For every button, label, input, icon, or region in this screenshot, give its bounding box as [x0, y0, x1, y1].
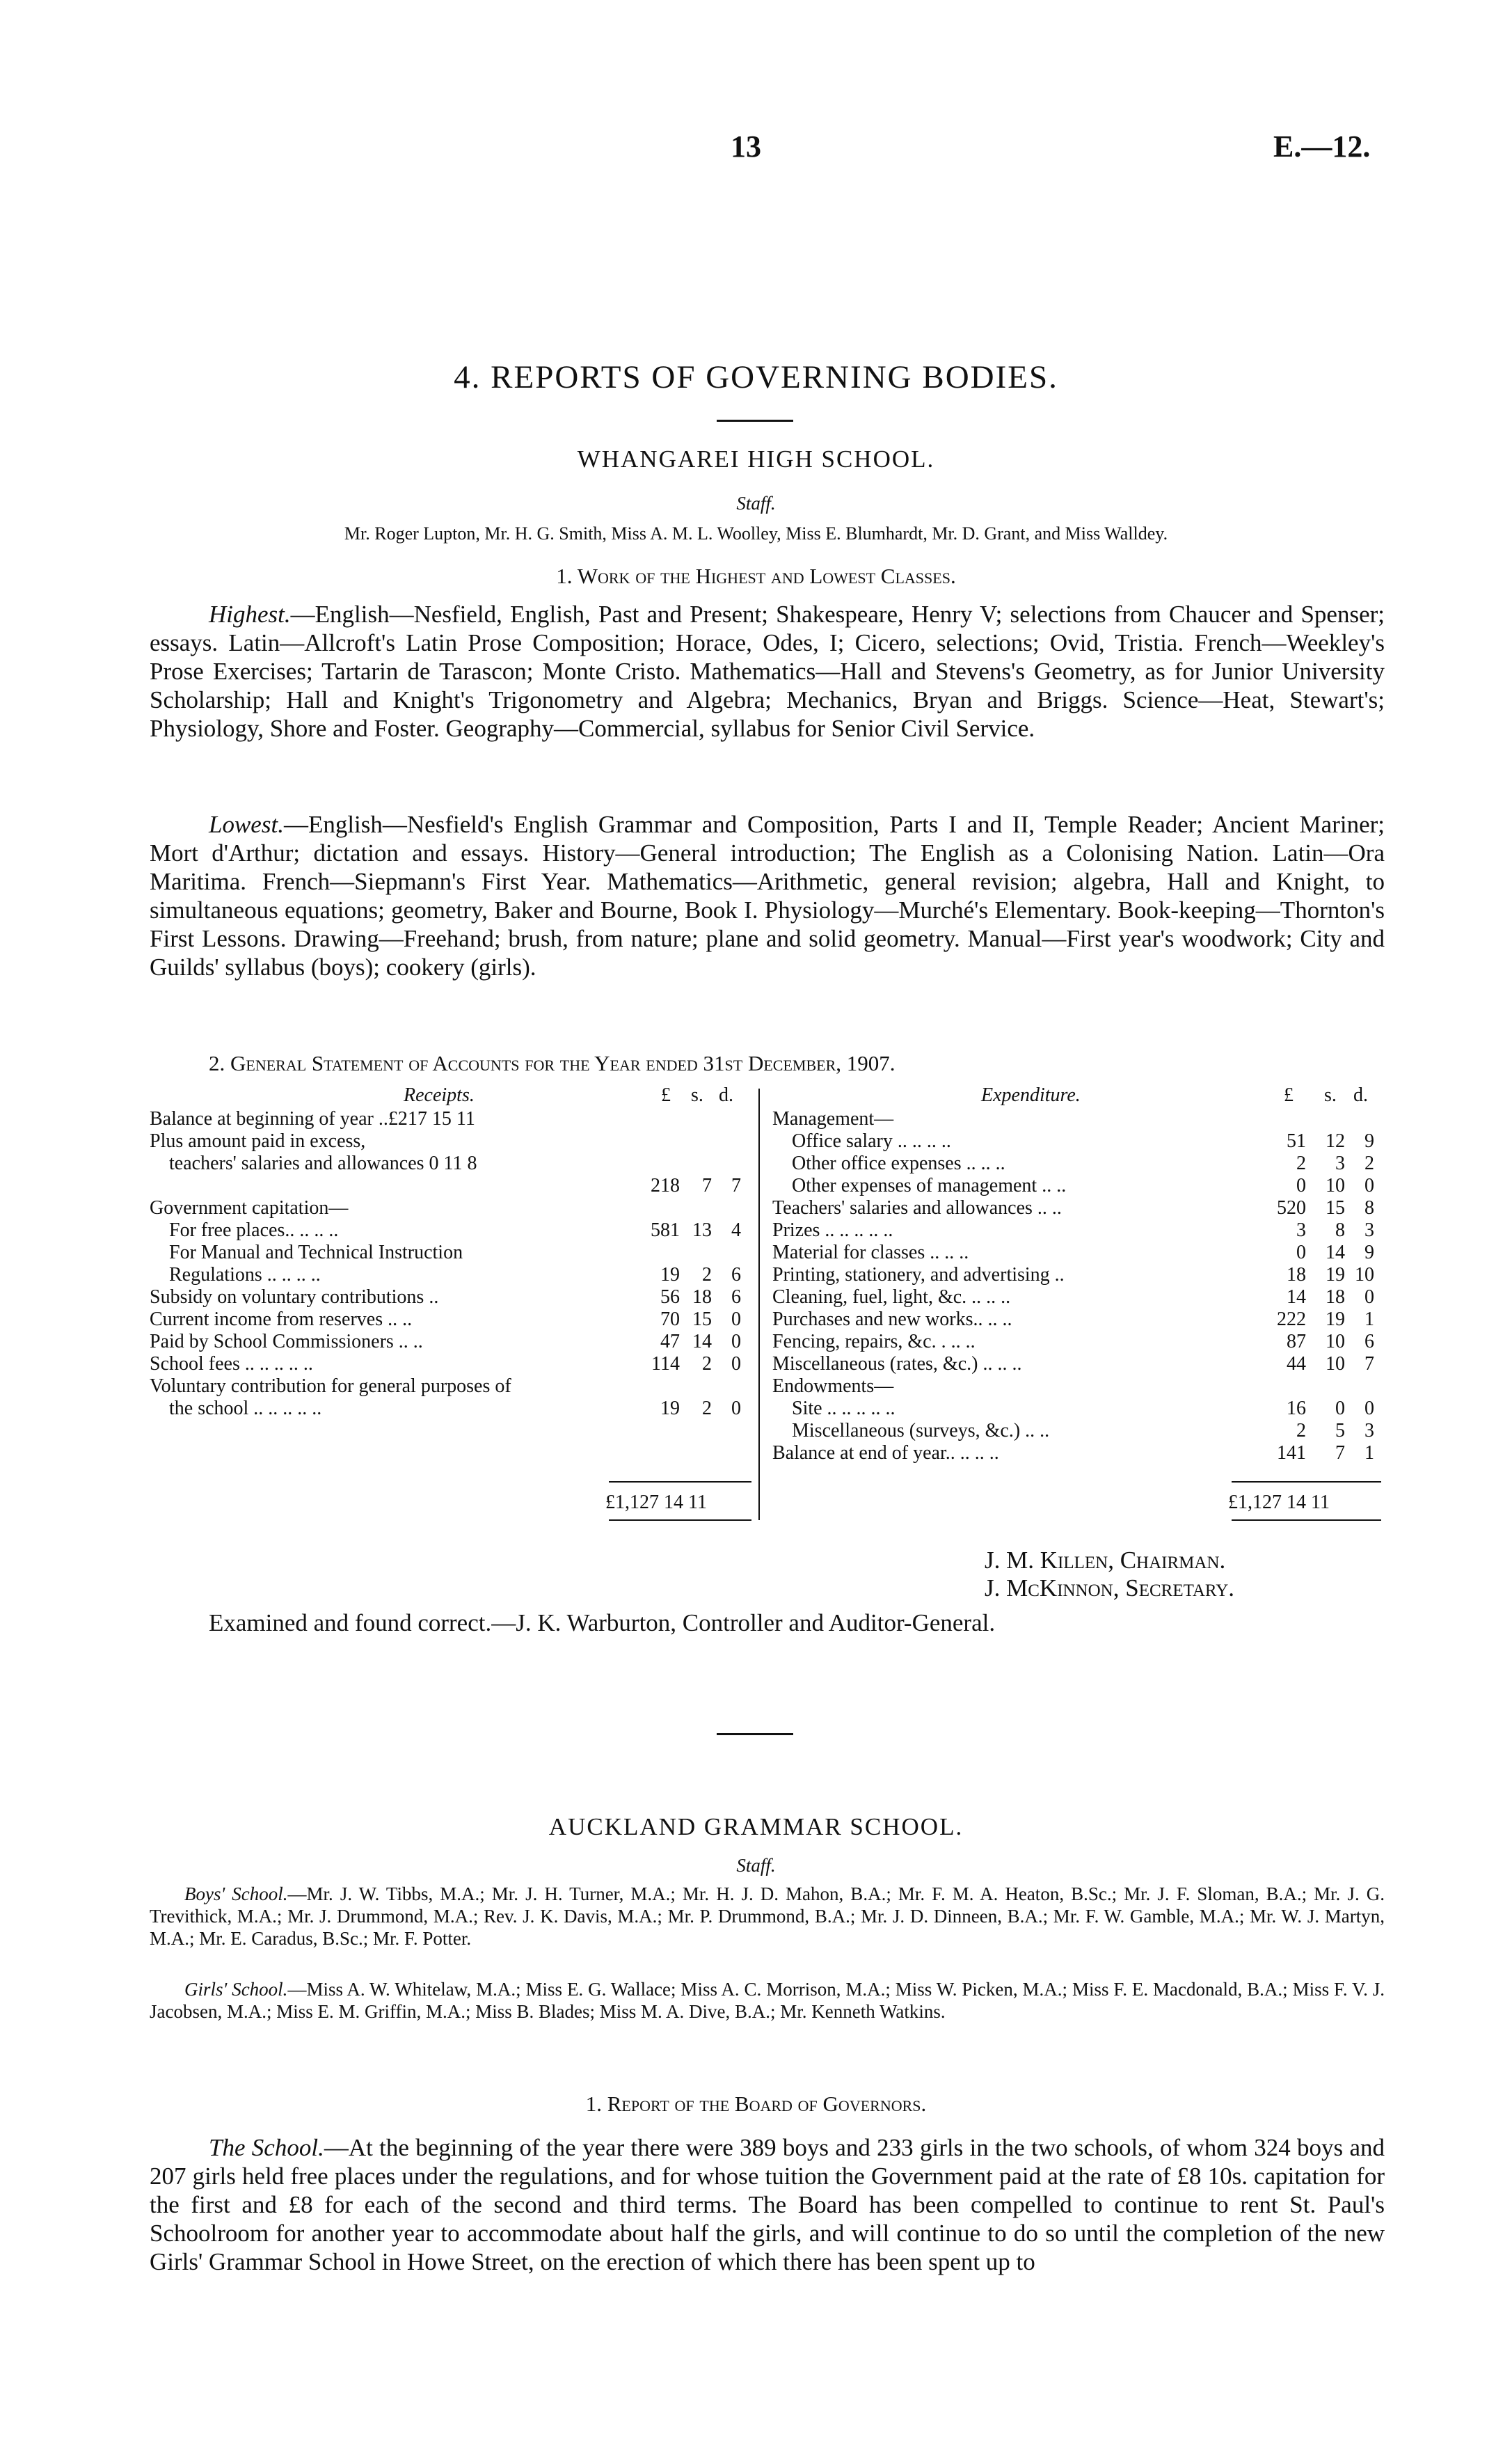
- receipts-row-label: For Manual and Technical Instruction: [169, 1242, 463, 1263]
- receipts-row-label: Voluntary contribution for general purposes of: [150, 1375, 511, 1397]
- boys-staff-paragraph: [150, 1883, 1385, 1950]
- receipts-row-label: For free places.. .. .. ..: [169, 1219, 339, 1241]
- expenditure-col-pence: d.: [1353, 1084, 1368, 1106]
- receipts-col-pounds: £: [661, 1084, 671, 1106]
- expenditure-row-pounds: 222: [1277, 1309, 1306, 1330]
- receipts-row-pounds: 114: [651, 1353, 680, 1375]
- receipts-row-pence: 6: [731, 1264, 741, 1286]
- work-heading: 1. Work of the Highest and Lowest Classes.: [556, 564, 956, 588]
- receipts-row-label: Subsidy on voluntary contributions ..: [150, 1286, 439, 1308]
- receipts-row-shillings: 15: [692, 1309, 712, 1330]
- school-text: —At the beginning of the year there were 389 boys and 233 girls in the two schools, of whom 324 boys and 207 girls held free places under the regulations, and for whose tuition the Government paid at the rate of £8 10s. capitation for the first and £8 for each of the second and third terms. The Board has been compelled to continue to rent St. Paul's Schoolroom for another year to accommodate about half the girls, and will continue to do so until the completion of the new Girls' Grammar School in Howe Street, on the erection of which there has been spent up to: [150, 2134, 1385, 2275]
- expenditure-row-shillings: 10: [1326, 1175, 1345, 1196]
- expenditure-row-shillings: 3: [1335, 1153, 1345, 1174]
- receipts-heading: Receipts.: [404, 1084, 475, 1106]
- receipts-row-shillings: 7: [702, 1175, 712, 1196]
- expenditure-row-pounds: 520: [1277, 1197, 1306, 1219]
- expenditure-row-pence: 6: [1364, 1331, 1374, 1352]
- expenditure-heading: Expenditure.: [981, 1084, 1081, 1106]
- expenditure-row-shillings: 19: [1326, 1309, 1345, 1330]
- expenditure-row-pence: 9: [1364, 1242, 1374, 1263]
- expenditure-row-label: Other expenses of management .. ..: [792, 1175, 1067, 1196]
- expenditure-row-label: Miscellaneous (rates, &c.) .. .. ..: [772, 1353, 1022, 1375]
- expenditure-row-shillings: 14: [1326, 1242, 1345, 1263]
- section-title: 4. REPORTS OF GOVERNING BODIES.: [454, 359, 1058, 395]
- girls-staff: —Miss A. W. Whitelaw, M.A.; Miss E. G. Wallace; Miss A. C. Morrison, M.A.; Miss W. Picken, M.A.; Miss F. E. Macdonald, B.A.; Miss F. V. J. Jacobsen, M.A.; Miss E. M. Griffin, M.A.; Miss B. Blades; Miss M. A. Dive, B.A.; Mr. Kenneth Watkins.: [150, 1979, 1385, 2022]
- receipts-row-shillings: 2: [702, 1353, 712, 1375]
- expenditure-row-shillings: 5: [1335, 1420, 1345, 1441]
- whangarei-staff-list: Mr. Roger Lupton, Mr. H. G. Smith, Miss A. M. L. Woolley, Miss E. Blumhardt, Mr. D. Grant, and Miss Walldey.: [344, 523, 1168, 544]
- expenditure-row-pence: 3: [1364, 1219, 1374, 1241]
- receipts-row-shillings: 2: [702, 1264, 712, 1286]
- expenditure-row-pence: 0: [1364, 1286, 1374, 1308]
- title-rule: [717, 420, 793, 422]
- expenditure-row-pounds: 14: [1287, 1286, 1306, 1308]
- receipts-row-label: teachers' salaries and allowances 0 11 8: [169, 1153, 477, 1174]
- receipts-row-label: School fees .. .. .. .. ..: [150, 1353, 313, 1375]
- receipts-row-pounds: 47: [660, 1331, 680, 1352]
- auckland-staff-heading: Staff.: [736, 1855, 776, 1876]
- receipts-row-label: Balance at beginning of year ..£217 15 11: [150, 1108, 475, 1130]
- lowest-label: Lowest.: [209, 811, 284, 838]
- boys-staff: —Mr. J. W. Tibbs, M.A.; Mr. J. H. Turner, M.A.; Mr. H. J. D. Mahon, B.A.; Mr. F. M. A. Heaton, B.Sc.; Mr. J. F. Sloman, B.A.; Mr. J. G. Trevithick, M.A.; Mr. J. Drummond, M.A.; Rev. J. K. Davis, M.A.; Mr. P. Drummond, B.A.; Mr. J. D. Dinneen, B.A.; Mr. F. W. Gamble, M.A.; Mr. W. J. Martyn, M.A.; Mr. E. Caradus, B.Sc.; Mr. F. Potter.: [150, 1883, 1385, 1949]
- expenditure-row-pence: 0: [1364, 1398, 1374, 1419]
- receipts-total: £1,127 14 11: [605, 1492, 707, 1513]
- lowest-paragraph: [150, 810, 1385, 981]
- expenditure-row-pence: 1: [1364, 1442, 1374, 1464]
- receipts-total-double-rule: [609, 1519, 751, 1521]
- expenditure-row-shillings: 7: [1335, 1442, 1345, 1464]
- separator-rule: [717, 1733, 793, 1735]
- expenditure-total: £1,127 14 11: [1228, 1492, 1330, 1513]
- receipts-row-pounds: 70: [660, 1309, 680, 1330]
- column-divider: [758, 1089, 760, 1520]
- expenditure-row-label: Office salary .. .. .. ..: [792, 1130, 951, 1152]
- expenditure-row-label: Prizes .. .. .. .. ..: [772, 1219, 893, 1241]
- receipts-col-pence: d.: [719, 1084, 733, 1106]
- girls-staff-paragraph: [150, 1978, 1385, 2023]
- expenditure-row-pounds: 51: [1287, 1130, 1306, 1152]
- expenditure-row-shillings: 15: [1326, 1197, 1345, 1219]
- school-label: The School.: [209, 2134, 324, 2161]
- receipts-row-pence: 0: [731, 1353, 741, 1375]
- expenditure-row-pence: 10: [1355, 1264, 1374, 1286]
- receipts-row-label: Regulations .. .. .. ..: [169, 1264, 321, 1286]
- expenditure-row-label: Endowments—: [772, 1375, 894, 1397]
- examined-statement: Examined and found correct.—J. K. Warburton, Controller and Auditor-General.: [209, 1609, 996, 1636]
- girls-label: Girls' School.: [184, 1979, 288, 2000]
- expenditure-row-pence: 7: [1364, 1353, 1374, 1375]
- expenditure-row-pence: 2: [1364, 1153, 1374, 1174]
- expenditure-row-label: Material for classes .. .. ..: [772, 1242, 969, 1263]
- highest-label: Highest.: [209, 601, 291, 628]
- expenditure-row-label: Other office expenses .. .. ..: [792, 1153, 1005, 1174]
- receipts-row-pounds: 56: [660, 1286, 680, 1308]
- expenditure-total-double-rule: [1232, 1519, 1381, 1521]
- expenditure-row-pounds: 141: [1277, 1442, 1306, 1464]
- accounts-heading-text: 2. General Statement of Accounts for the Year ended 31st December, 1907.: [209, 1051, 896, 1075]
- expenditure-col-shillings: s.: [1324, 1084, 1337, 1106]
- whangarei-title: WHANGAREI HIGH SCHOOL.: [577, 445, 935, 473]
- accounts-heading: [209, 1051, 1392, 1076]
- receipts-row-pounds: 19: [660, 1398, 680, 1419]
- expenditure-row-pounds: 0: [1296, 1175, 1306, 1196]
- boys-label: Boys' School.: [184, 1883, 288, 1904]
- expenditure-row-label: Site .. .. .. .. ..: [792, 1398, 896, 1419]
- highest-text: —English—Nesfield, English, Past and Present; Shakespeare, Henry V; selections from Chaucer and Spenser; essays. Latin—Allcroft's Latin Prose Composition; Horace, Odes, I; Cicero, selections; Ovid, Tristia. French—Weekley's Prose Exercises; Tartarin de Tarascon; Monte Cristo. Mathematics—Hall and Stevens's Geometry, as for Junior University Scholarship; Hall and Knight's Trigonometry and Algebra; Mechanics, Bryan and Briggs. Science—Heat, Stewart's; Physiology, Shore and Foster. Geography—Commercial, syllabus for Senior Civil Service.: [150, 601, 1385, 742]
- receipts-row-pence: 6: [731, 1286, 741, 1308]
- page-reference: E.—12.: [1273, 129, 1371, 164]
- expenditure-total-rule: [1232, 1481, 1381, 1483]
- receipts-col-shillings: s.: [691, 1084, 703, 1106]
- expenditure-row-label: Cleaning, fuel, light, &c. .. .. ..: [772, 1286, 1011, 1308]
- page-number: 13: [731, 129, 761, 164]
- receipts-row-label: Plus amount paid in excess,: [150, 1130, 366, 1152]
- receipts-total-rule: [609, 1481, 751, 1483]
- receipts-row-label: Paid by School Commissioners .. ..: [150, 1331, 423, 1352]
- whangarei-staff-heading: Staff.: [736, 493, 776, 514]
- expenditure-row-label: Fencing, repairs, &c. . .. ..: [772, 1331, 976, 1352]
- lowest-text: —English—Nesfield's English Grammar and Composition, Parts I and II, Temple Reader; Ancient Mariner; Mort d'Arthur; dictation and essays. History—General introduction; The English as a Colonising Nation. Latin—Ora Maritima. French—Siepmann's First Year. Mathematics—Arithmetic, general revision; algebra, Hall and Knight, to simultaneous equations; geometry, Baker and Bourne, Book I. Physiology—Murché's Elementary. Book-keeping—Thornton's First Lessons. Drawing—Freehand; brush, from nature; plane and solid geometry. Manual—First year's woodwork; City and Guilds' syllabus (boys); cookery (girls).: [150, 811, 1385, 981]
- secretary-signature: J. McKinnon, Secretary.: [985, 1574, 1235, 1602]
- highest-paragraph: [150, 600, 1385, 743]
- expenditure-row-shillings: 19: [1326, 1264, 1345, 1286]
- expenditure-row-pence: 0: [1364, 1175, 1374, 1196]
- expenditure-row-pence: 8: [1364, 1197, 1374, 1219]
- expenditure-row-pounds: 0: [1296, 1242, 1306, 1263]
- expenditure-row-shillings: 10: [1326, 1331, 1345, 1352]
- receipts-row-label: the school .. .. .. .. ..: [169, 1398, 322, 1419]
- receipts-row-shillings: 14: [692, 1331, 712, 1352]
- expenditure-row-label: Management—: [772, 1108, 894, 1130]
- expenditure-row-pounds: 2: [1296, 1420, 1306, 1441]
- report-heading: 1. Report of the Board of Governors.: [585, 2092, 927, 2116]
- receipts-row-pence: 4: [731, 1219, 741, 1241]
- receipts-row-pounds: 581: [651, 1219, 680, 1241]
- receipts-row-pounds: 218: [651, 1175, 680, 1196]
- receipts-row-shillings: 2: [702, 1398, 712, 1419]
- expenditure-row-pounds: 16: [1287, 1398, 1306, 1419]
- receipts-row-label: Current income from reserves .. ..: [150, 1309, 413, 1330]
- accounts-table: [150, 1084, 1388, 1530]
- expenditure-row-label: Miscellaneous (surveys, &c.) .. ..: [792, 1420, 1050, 1441]
- expenditure-row-pounds: 87: [1287, 1331, 1306, 1352]
- chairman-signature: J. M. Killen, Chairman.: [985, 1547, 1226, 1574]
- expenditure-row-shillings: 8: [1335, 1219, 1345, 1241]
- receipts-row-label: Government capitation—: [150, 1197, 349, 1219]
- expenditure-row-label: Teachers' salaries and allowances .. ..: [772, 1197, 1062, 1219]
- receipts-row-pence: 0: [731, 1331, 741, 1352]
- receipts-row-pence: 7: [731, 1175, 741, 1196]
- receipts-row-pounds: 19: [660, 1264, 680, 1286]
- expenditure-row-shillings: 18: [1326, 1286, 1345, 1308]
- expenditure-row-label: Printing, stationery, and advertising ..: [772, 1264, 1065, 1286]
- expenditure-row-pence: 1: [1364, 1309, 1374, 1330]
- receipts-row-pence: 0: [731, 1309, 741, 1330]
- school-paragraph: [150, 2133, 1385, 2276]
- receipts-row-shillings: 13: [692, 1219, 712, 1241]
- receipts-row-shillings: 18: [692, 1286, 712, 1308]
- expenditure-row-pounds: 18: [1287, 1264, 1306, 1286]
- expenditure-row-shillings: 10: [1326, 1353, 1345, 1375]
- expenditure-row-shillings: 12: [1326, 1130, 1345, 1152]
- expenditure-row-label: Purchases and new works.. .. ..: [772, 1309, 1012, 1330]
- expenditure-row-pence: 9: [1364, 1130, 1374, 1152]
- expenditure-col-pounds: £: [1284, 1084, 1294, 1106]
- expenditure-row-pounds: 2: [1296, 1153, 1306, 1174]
- expenditure-row-label: Balance at end of year.. .. .. ..: [772, 1442, 999, 1464]
- expenditure-row-pence: 3: [1364, 1420, 1374, 1441]
- expenditure-row-shillings: 0: [1335, 1398, 1345, 1419]
- auckland-title: AUCKLAND GRAMMAR SCHOOL.: [548, 1813, 964, 1840]
- expenditure-row-pounds: 44: [1287, 1353, 1306, 1375]
- receipts-row-pence: 0: [731, 1398, 741, 1419]
- expenditure-row-pounds: 3: [1296, 1219, 1306, 1241]
